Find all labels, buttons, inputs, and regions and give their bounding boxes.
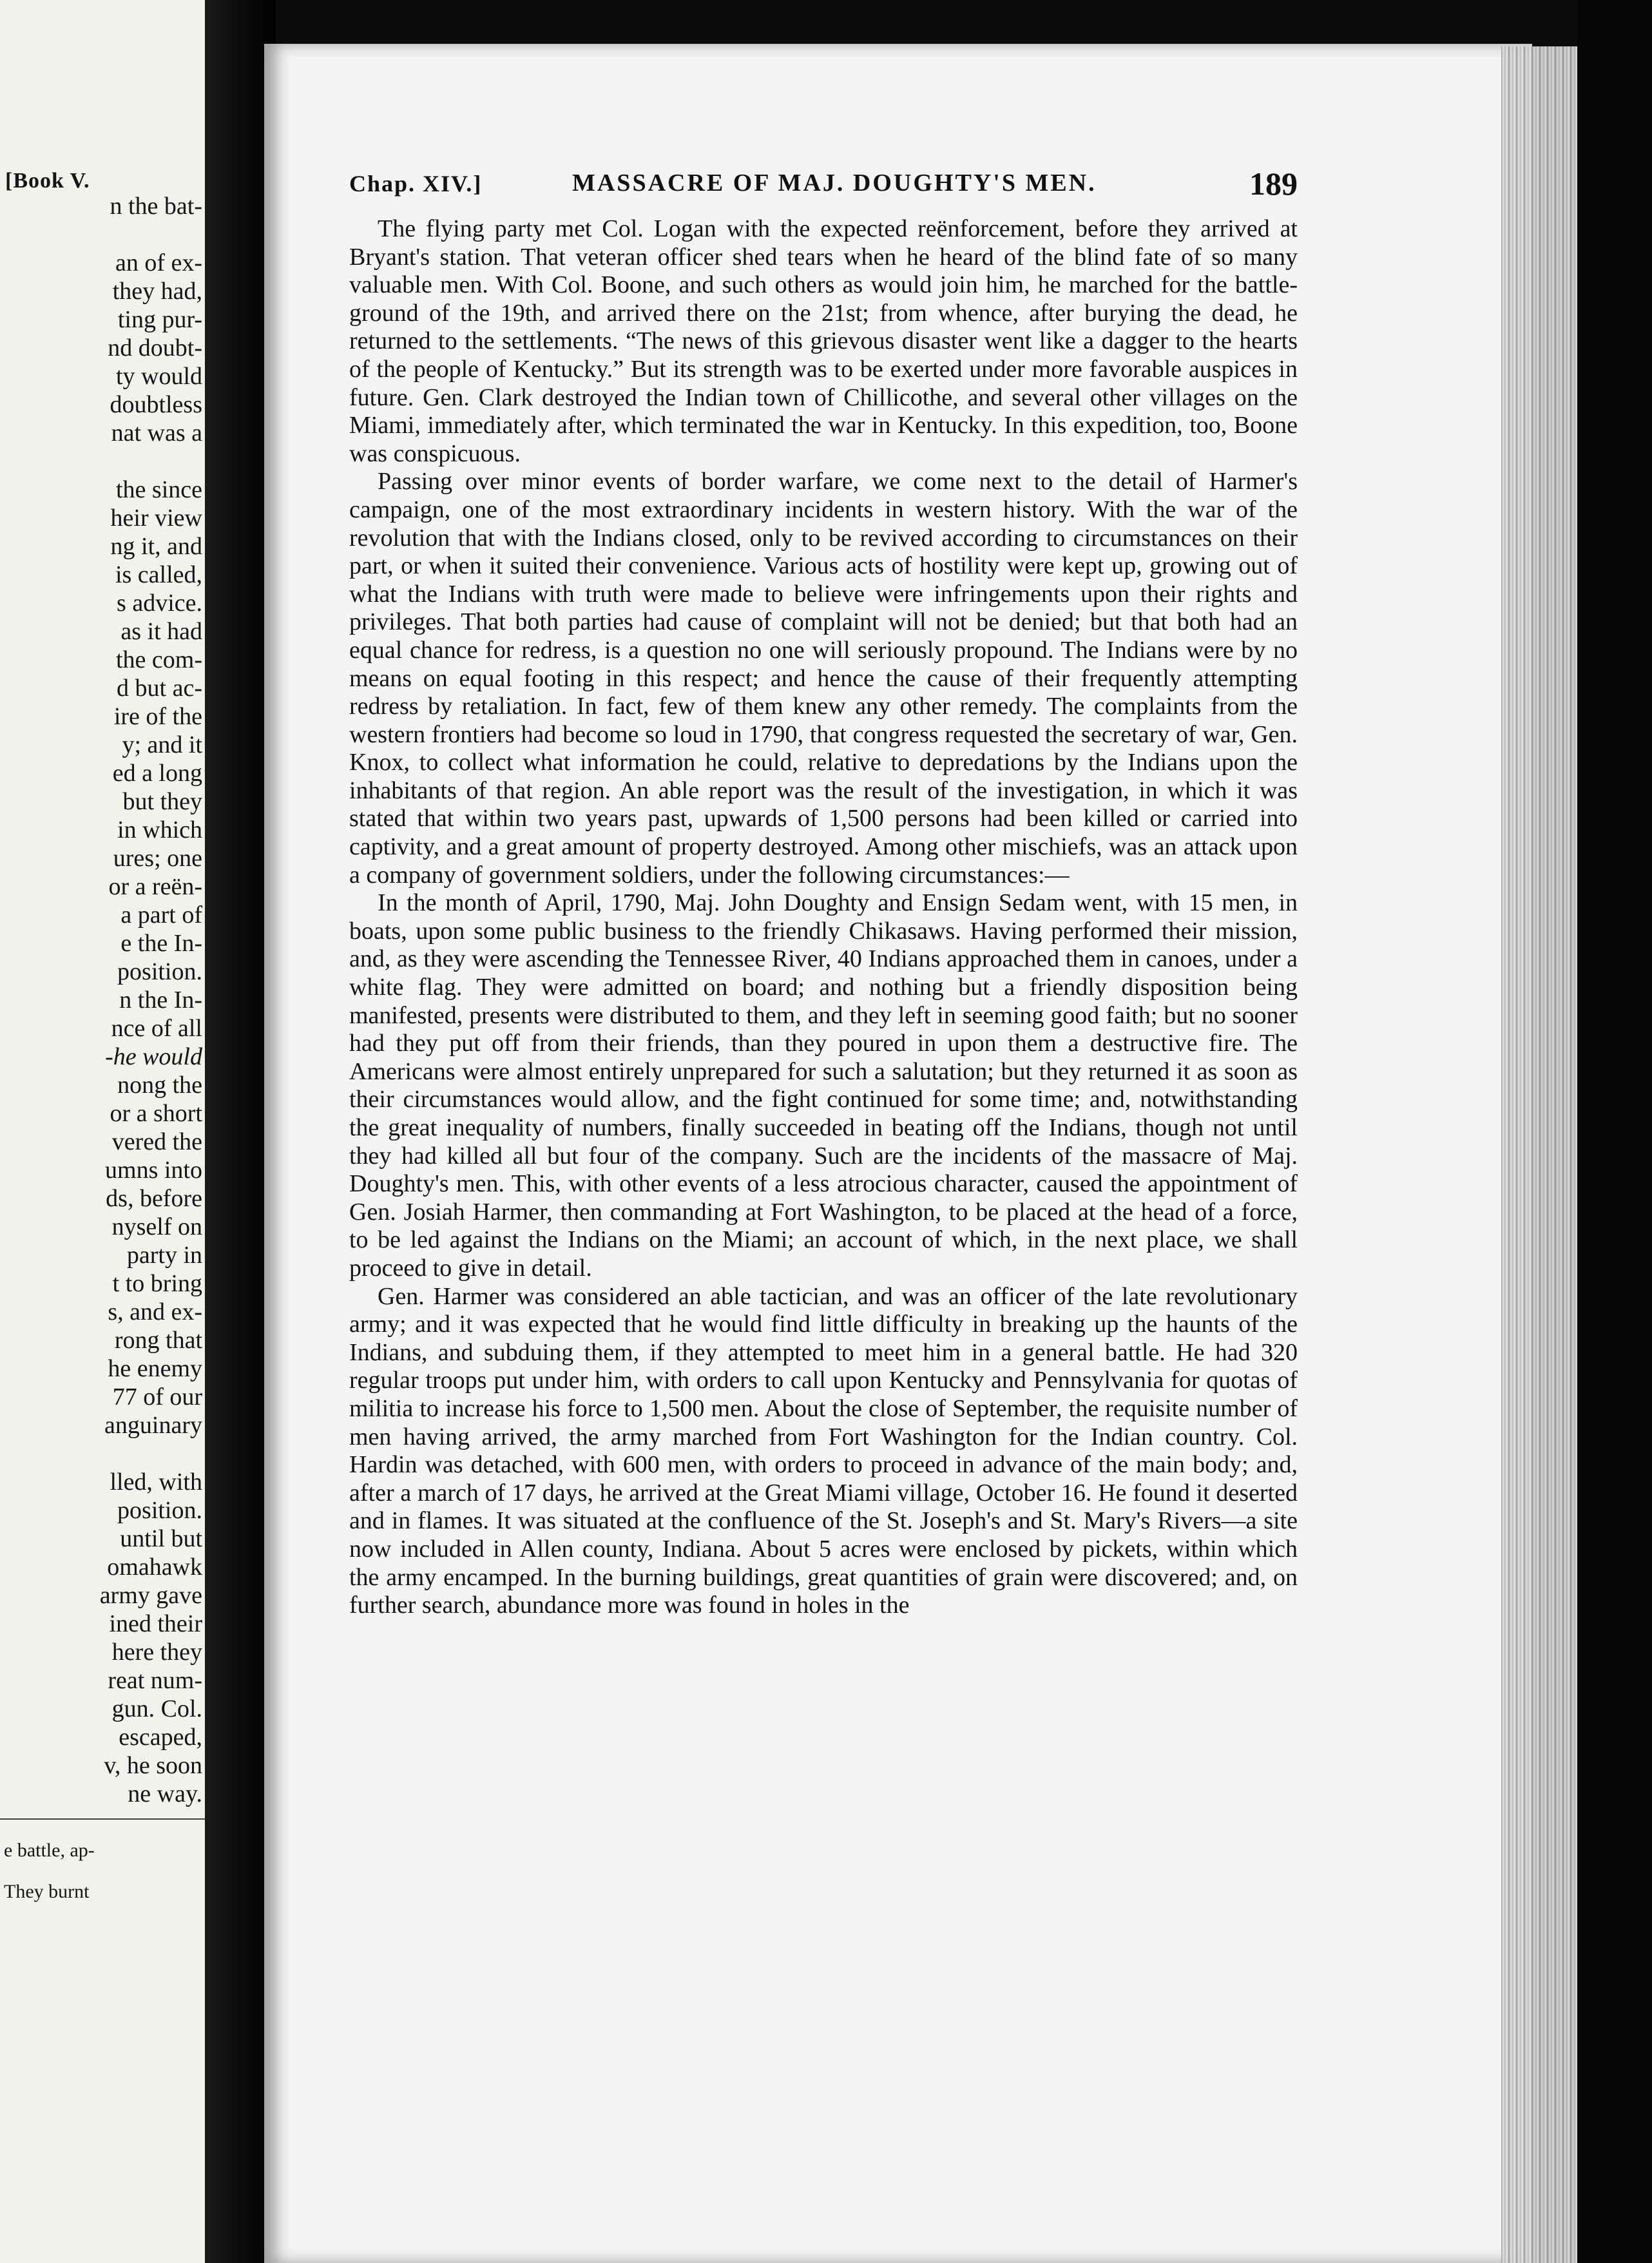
left-line: reat num- <box>108 1667 202 1694</box>
scan-border <box>1577 0 1652 2263</box>
left-line: nong the <box>117 1072 202 1099</box>
page-number: 189 <box>1249 166 1298 202</box>
left-line: lled, with <box>110 1469 202 1496</box>
left-page-text-fragments <box>0 164 205 1808</box>
left-line-spacer <box>0 164 202 192</box>
left-line: as it had <box>120 618 202 645</box>
paragraph: In the month of April, 1790, Maj. John Doughty and Ensign Sedam went, with 15 men, in boats, upon some public business to the friendly Chikasaws. Having performed their mission, and, as they were ascending the Tennessee River, 40 Indians approached them in canoes, under a white flag. They were admitted on board; and nothing but a friendly disposition being manifested, presents were distributed to them, and they left in seeming good faith; but no sooner had they put off from their friends, than they poured in upon them a destructive fire. The Americans were almost entirely unprepared for such a salutation; but they returned it as soon as their circumstances would allow, and the fight continued for some time; and, notwithstanding the great inequality of numbers, finally succeeded in beating off the Indians, though not until they had killed all but four of the company. Such are the incidents of the massacre of Maj. Doughty's men. This, with other events of a less atrocious character, caused the appointment of Gen. Josiah Harmer, then commanding at Fort Washington, to be placed at the head of a force, to be led against the Indians on the Miami; an account of which, in the next place, we shall proceed to give in detail. <box>349 889 1298 1282</box>
left-line: y; and it <box>122 731 202 758</box>
left-line: ne way. <box>128 1780 202 1807</box>
left-line: s advice. <box>117 590 202 617</box>
left-line: omahawk <box>107 1554 202 1581</box>
left-facing-page <box>0 0 205 2263</box>
left-line: anguinary <box>104 1412 202 1439</box>
left-line: until but <box>120 1525 202 1552</box>
left-line: nce of all <box>111 1015 202 1042</box>
left-page-running-head: [Book V. <box>5 169 90 193</box>
left-line: e the In- <box>120 930 202 957</box>
left-line: a part of <box>120 901 202 929</box>
left-line: heir view <box>110 505 202 532</box>
paragraph: The flying party met Col. Logan with the expected reënforcement, before they arrived at Bryant's station. That veteran officer shed tears when he heard of the blind fate of so many valuable men. With Col. Boone, and such others as would join him, he marched for the battle-ground of the 19th, and arrived there on the 21st; from whence, after burying the dead, he returned to the settlements. “The news of this grievous disaster went like a dagger to the hearts of the people of Kentucky.” But its strength was to be exerted under more favorable auspices in future. Gen. Clark destroyed the Indian town of Chillicothe, and several other villages on the Miami, immediately after, which terminated the war in Kentucky. In this expedition, too, Boone was conspicuous. <box>349 215 1298 467</box>
left-line: s, and ex- <box>108 1298 202 1325</box>
left-line: they had, <box>112 278 202 305</box>
left-line: but they <box>122 788 202 815</box>
left-line: vered the <box>111 1128 202 1155</box>
left-line: ds, before <box>106 1185 202 1212</box>
left-line: he enemy <box>108 1355 202 1382</box>
left-line: nyself on <box>111 1213 202 1240</box>
left-line: umns into <box>105 1157 202 1184</box>
left-line: or a reën- <box>108 873 202 900</box>
left-line: position. <box>117 1497 202 1524</box>
left-line: here they <box>111 1639 202 1666</box>
left-footnote-line: They burnt <box>4 1881 90 1902</box>
paragraph: Gen. Harmer was considered an able tactician, and was an officer of the late revolutionary army; and it was expected that he would find little difficulty in breaking up the haunts of the Indians, and subduing them, if they attempted to meet him in a general battle. He had 320 regular troops put under him, with orders to call upon Kentucky and Pennsylvania for quotas of militia to increase his force to 1,500 men. About the close of September, the requisite number of men having arrived, the army marched from Fort Washington for the Indian country. Col. Hardin was detached, with 600 men, with orders to proceed in advance of the main body; and, after a march of 17 days, he arrived at the Great Miami village, October 16. He found it deserted and in flames. It was situated at the confluence of the St. Joseph's and St. Mary's Rivers—a site now included in Allen county, Indiana. About 5 acres were enclosed by pickets, within which the army encamped. In the burning buildings, great quantities of grain were discovered; and, on further search, abundance more was found in holes in the <box>349 1282 1298 1619</box>
left-line: d but ac- <box>117 675 202 702</box>
left-line: -he would <box>105 1043 202 1070</box>
left-line <box>0 220 202 249</box>
left-line: an of ex- <box>115 249 202 276</box>
left-line: the since <box>115 476 202 503</box>
left-line: ed a long <box>112 760 202 787</box>
left-line: t to bring <box>112 1270 202 1297</box>
left-page-footnotes <box>0 1830 205 1912</box>
paragraph: Passing over minor events of border warfare, we come next to the detail of Harmer's campaign, one of the most extraordinary incidents in western history. With the war of the revolution that with the Indians closed, only to be revived according to circumstances on their part, or when it suited their convenience. Various acts of hostility were kept up, growing out of what the Indians with truth were made to believe were infringements upon their rights and privileges. That both parties had cause of complaint will not be denied; but that both had an equal chance for redress, is a question no one will seriously propound. The Indians were by no means on equal footing in this respect; and hence the cause of their frequently attempting redress by retaliation. In fact, few of them knew any other remedy. The complaints from the western frontiers had become so loud in 1790, that congress requested the secretary of war, Gen. Knox, to collect what information he could, relative to depredations by the Indians upon the inhabitants of that region. An able report was the result of the investigation, in which it was stated that within two years past, upwards of 1,500 persons had been killed or carried into captivity, and a great amount of property destroyed. Among other mischiefs, was an attack upon a company of government soldiers, under the following circumstances:— <box>349 468 1298 889</box>
left-line: n the bat- <box>110 193 202 220</box>
left-line: or a short <box>110 1100 202 1127</box>
running-title: MASSACRE OF MAJ. DOUGHTY'S MEN. <box>572 169 1097 197</box>
body-text <box>349 215 1298 1620</box>
left-line: nat was a <box>111 419 202 447</box>
left-line: position. <box>117 958 202 985</box>
left-line: n the In- <box>119 987 202 1014</box>
left-line: ng it, and <box>110 533 202 560</box>
left-line: in which <box>117 816 202 843</box>
left-line: v, he soon <box>104 1752 202 1779</box>
left-line: ined their <box>109 1610 202 1637</box>
left-line <box>0 1440 202 1468</box>
chapter-label: Chap. XIV.] <box>349 171 483 197</box>
left-line: ire of the <box>113 703 202 730</box>
left-footnote-line: e battle, ap- <box>4 1840 95 1861</box>
left-line: army gave <box>99 1582 202 1609</box>
left-line: the com- <box>115 646 202 673</box>
left-line: nd doubt- <box>108 334 202 361</box>
left-line: ting pur- <box>117 306 202 333</box>
left-line: rong that <box>114 1327 202 1354</box>
left-footnote-rule <box>0 1818 205 1820</box>
left-line: ty would <box>115 363 202 390</box>
left-line: doubtless <box>110 391 202 418</box>
left-line <box>0 447 202 476</box>
left-line: is called, <box>115 561 202 588</box>
left-line: 77 of our <box>112 1383 202 1411</box>
page-edges <box>1501 46 1577 2263</box>
left-line: ures; one <box>113 845 202 872</box>
running-head <box>349 166 1298 205</box>
left-line: party in <box>126 1242 202 1269</box>
left-line: gun. Col. <box>111 1695 202 1722</box>
left-line: escaped, <box>119 1724 202 1751</box>
